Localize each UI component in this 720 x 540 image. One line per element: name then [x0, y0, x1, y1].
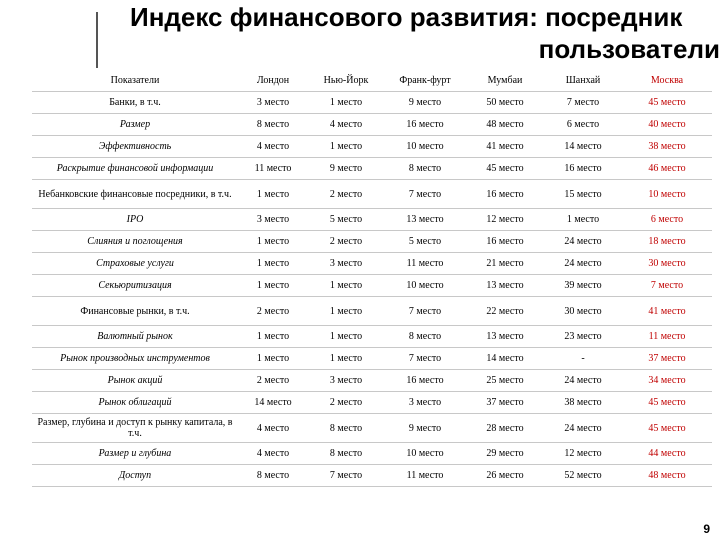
rank-cell: 37 место	[622, 348, 712, 370]
rank-cell: 52 место	[544, 465, 622, 487]
rank-cell: 7 место	[622, 275, 712, 297]
rank-cell: 23 место	[544, 326, 622, 348]
rank-cell: 24 место	[544, 370, 622, 392]
rank-cell: 1 место	[308, 326, 384, 348]
row-label: Рынок производных инструментов	[32, 348, 238, 370]
rank-cell: 7 место	[384, 348, 466, 370]
table-row	[32, 209, 712, 231]
table-row	[32, 136, 712, 158]
rank-cell: 38 место	[622, 136, 712, 158]
rank-cell: 2 место	[308, 231, 384, 253]
rank-cell: 11 место	[238, 158, 308, 180]
rank-cell: 10 место	[384, 275, 466, 297]
rank-cell: 1 место	[238, 180, 308, 209]
row-label: Секьюритизация	[32, 275, 238, 297]
row-label: Рынок акций	[32, 370, 238, 392]
rank-cell: -	[544, 348, 622, 370]
table-header-row	[32, 70, 712, 92]
row-label: IPO	[32, 209, 238, 231]
rank-cell: 8 место	[308, 414, 384, 443]
rank-cell: 11 место	[384, 465, 466, 487]
rank-cell: 10 место	[384, 443, 466, 465]
rank-cell: 10 место	[384, 136, 466, 158]
rank-cell: 16 место	[466, 231, 544, 253]
rank-cell: 9 место	[384, 414, 466, 443]
rank-cell: 50 место	[466, 92, 544, 114]
rank-cell: 2 место	[308, 180, 384, 209]
rank-cell: 3 место	[384, 392, 466, 414]
rank-cell: 16 место	[544, 158, 622, 180]
rank-cell: 13 место	[466, 275, 544, 297]
rank-cell: 7 место	[384, 297, 466, 326]
rank-cell: 1 место	[238, 348, 308, 370]
rank-cell: 12 место	[466, 209, 544, 231]
row-label: Финансовые рынки, в т.ч.	[32, 297, 238, 326]
rank-cell: 7 место	[544, 92, 622, 114]
table-body	[32, 92, 712, 487]
rank-cell: 14 место	[544, 136, 622, 158]
rank-cell: 1 место	[238, 253, 308, 275]
rank-cell: 11 место	[384, 253, 466, 275]
rank-cell: 45 место	[622, 392, 712, 414]
rank-cell: 30 место	[544, 297, 622, 326]
rank-cell: 26 место	[466, 465, 544, 487]
header-new-york: Нью-Йорк	[308, 70, 384, 92]
rank-cell: 39 место	[544, 275, 622, 297]
rank-cell: 13 место	[466, 326, 544, 348]
rank-cell: 41 место	[622, 297, 712, 326]
rank-cell: 34 место	[622, 370, 712, 392]
rank-cell: 29 место	[466, 443, 544, 465]
table-row	[32, 370, 712, 392]
header-frankfurt: Франк-фурт	[384, 70, 466, 92]
table-row	[32, 326, 712, 348]
rank-cell: 24 место	[544, 414, 622, 443]
rank-cell: 4 место	[238, 443, 308, 465]
rank-cell: 7 место	[308, 465, 384, 487]
rank-cell: 28 место	[466, 414, 544, 443]
row-label: Размер	[32, 114, 238, 136]
page-number: 9	[703, 522, 710, 536]
rank-cell: 41 место	[466, 136, 544, 158]
rank-cell: 16 место	[384, 114, 466, 136]
rank-cell: 1 место	[308, 297, 384, 326]
rank-cell: 8 место	[308, 443, 384, 465]
rank-cell: 1 место	[238, 326, 308, 348]
page-title-continued: пользователи	[538, 34, 720, 64]
rank-cell: 18 место	[622, 231, 712, 253]
rank-cell: 2 место	[308, 392, 384, 414]
table-row	[32, 231, 712, 253]
rank-cell: 3 место	[238, 209, 308, 231]
rank-cell: 3 место	[308, 370, 384, 392]
rank-cell: 16 место	[384, 370, 466, 392]
rank-cell: 10 место	[622, 180, 712, 209]
rank-cell: 8 место	[384, 158, 466, 180]
rank-cell: 45 место	[622, 92, 712, 114]
row-label: Размер и глубина	[32, 443, 238, 465]
rank-cell: 38 место	[544, 392, 622, 414]
table-row	[32, 392, 712, 414]
row-label: Небанковские финансовые посредники, в т.ч.	[32, 180, 238, 209]
table-row	[32, 180, 712, 209]
rank-cell: 1 место	[544, 209, 622, 231]
rank-cell: 16 место	[466, 180, 544, 209]
rank-cell: 21 место	[466, 253, 544, 275]
rank-cell: 3 место	[308, 253, 384, 275]
page-title: Индекс финансового развития: посредник	[130, 2, 683, 32]
row-label: Доступ	[32, 465, 238, 487]
table-row	[32, 114, 712, 136]
rank-cell: 1 место	[308, 275, 384, 297]
rank-cell: 45 место	[622, 414, 712, 443]
rank-cell: 9 место	[308, 158, 384, 180]
rank-cell: 1 место	[308, 92, 384, 114]
rank-cell: 24 место	[544, 231, 622, 253]
table-row	[32, 275, 712, 297]
rank-cell: 6 место	[622, 209, 712, 231]
rank-cell: 48 место	[466, 114, 544, 136]
rank-cell: 11 место	[622, 326, 712, 348]
row-label: Валютный рынок	[32, 326, 238, 348]
table-row	[32, 443, 712, 465]
rank-cell: 2 место	[238, 297, 308, 326]
table-row	[32, 348, 712, 370]
rank-cell: 2 место	[238, 370, 308, 392]
row-label: Банки, в т.ч.	[32, 92, 238, 114]
header-london: Лондон	[238, 70, 308, 92]
table-row	[32, 253, 712, 275]
rank-cell: 44 место	[622, 443, 712, 465]
header-moscow: Москва	[622, 70, 712, 92]
rank-cell: 1 место	[238, 275, 308, 297]
rank-cell: 8 место	[384, 326, 466, 348]
rank-cell: 5 место	[308, 209, 384, 231]
rank-cell: 1 место	[238, 231, 308, 253]
rank-cell: 25 место	[466, 370, 544, 392]
rank-cell: 12 место	[544, 443, 622, 465]
rank-cell: 14 место	[466, 348, 544, 370]
row-label: Рынок облигаций	[32, 392, 238, 414]
table-row	[32, 465, 712, 487]
header-indicators: Показатели	[32, 70, 238, 92]
rank-cell: 40 место	[622, 114, 712, 136]
rank-cell: 46 место	[622, 158, 712, 180]
rank-cell: 8 место	[238, 114, 308, 136]
rank-cell: 14 место	[238, 392, 308, 414]
rank-cell: 4 место	[238, 136, 308, 158]
rank-cell: 24 место	[544, 253, 622, 275]
row-label: Страховые услуги	[32, 253, 238, 275]
rank-cell: 3 место	[238, 92, 308, 114]
rank-cell: 9 место	[384, 92, 466, 114]
rank-cell: 22 место	[466, 297, 544, 326]
rank-cell: 37 место	[466, 392, 544, 414]
rank-cell: 15 место	[544, 180, 622, 209]
rank-cell: 8 место	[238, 465, 308, 487]
rank-cell: 4 место	[238, 414, 308, 443]
row-label: Эффективность	[32, 136, 238, 158]
rank-cell: 13 место	[384, 209, 466, 231]
rank-cell: 1 место	[308, 136, 384, 158]
row-label: Раскрытие финансовой информации	[32, 158, 238, 180]
row-label: Размер, глубина и доступ к рынку капитала, в т.ч.	[32, 414, 238, 443]
table-row	[32, 414, 712, 443]
ranking-table	[32, 70, 712, 487]
table-row	[32, 158, 712, 180]
table-row	[32, 297, 712, 326]
table-row	[32, 92, 712, 114]
rank-cell: 7 место	[384, 180, 466, 209]
rank-cell: 45 место	[466, 158, 544, 180]
rank-cell: 5 место	[384, 231, 466, 253]
rank-cell: 4 место	[308, 114, 384, 136]
header-mumbai: Мумбаи	[466, 70, 544, 92]
rank-cell: 48 место	[622, 465, 712, 487]
row-label: Слияния и поглощения	[32, 231, 238, 253]
header-shanghai: Шанхай	[544, 70, 622, 92]
rank-cell: 6 место	[544, 114, 622, 136]
rank-cell: 30 место	[622, 253, 712, 275]
rank-cell: 1 место	[308, 348, 384, 370]
